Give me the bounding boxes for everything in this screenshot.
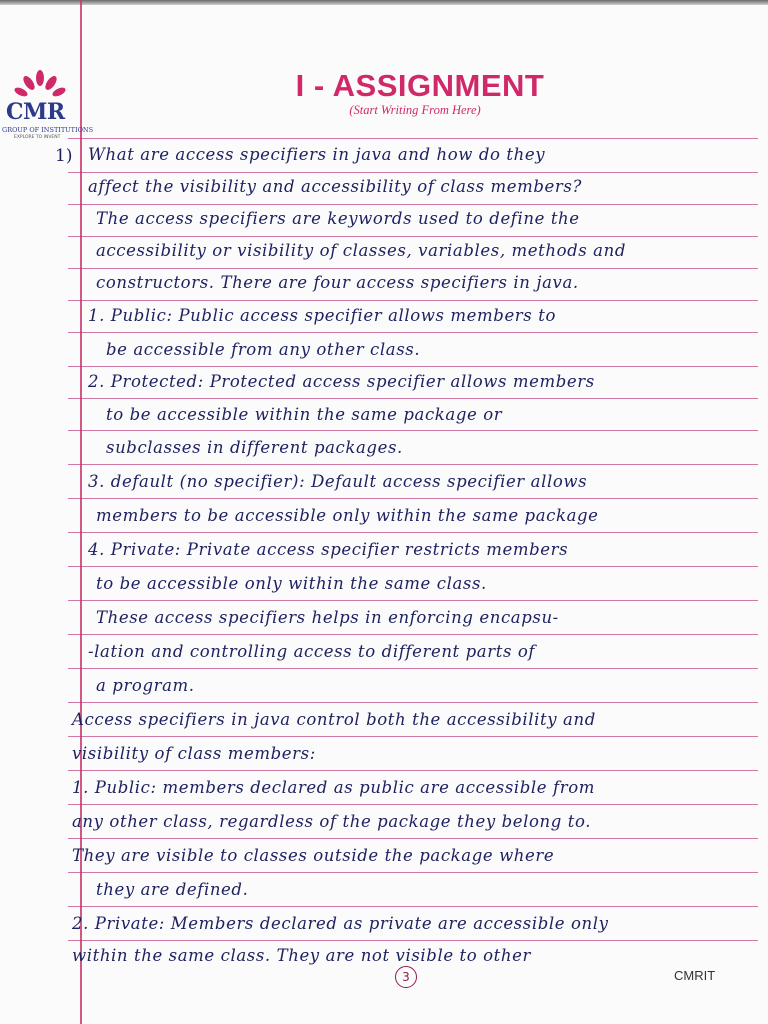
handwritten-line: 3. default (no specifier): Default access specifier allows [88,472,588,491]
ruled-line [68,138,758,139]
handwritten-line: -lation and controlling access to different parts of [88,642,536,661]
ruled-line [68,668,758,669]
handwritten-line: to be accessible only within the same class. [96,574,487,593]
ruled-line [68,736,758,737]
ruled-line [68,532,758,533]
question-number: 1) [55,146,73,166]
handwritten-line: 2. Private: Members declared as private are accessible only [72,914,609,933]
ruled-line [68,600,758,601]
ruled-line [68,940,758,941]
ruled-line [68,430,758,431]
handwritten-line: to be accessible within the same package or [106,405,503,424]
handwritten-line: They are visible to classes outside the package where [72,846,555,865]
logo-text: CMR [6,99,65,125]
handwritten-line: affect the visibility and accessibility of class members? [88,177,582,196]
handwritten-line: they are defined. [96,880,249,899]
ruled-line [68,398,758,399]
handwritten-line: within the same class. They are not visible to other [72,946,531,965]
margin-line [80,0,82,1024]
handwritten-line: any other class, regardless of the package they belong to. [72,812,592,831]
handwritten-line: be accessible from any other class. [106,340,421,359]
ruled-line [68,498,758,499]
handwritten-line: These access specifiers helps in enforcing encapsu- [96,608,559,627]
page-subtitle: (Start Writing From Here) [349,103,481,117]
handwritten-line: What are access specifiers in java and how do they [88,145,546,164]
handwritten-line: 1. Public: members declared as public are accessible from [72,778,595,797]
handwritten-line: accessibility or visibility of classes, variables, methods and [96,241,627,260]
handwritten-line: subclasses in different packages. [106,438,403,457]
ruled-line [68,566,758,567]
handwritten-line: constructors. There are four access specifiers in java. [96,273,579,292]
ruled-line [68,366,758,367]
handwritten-line: visibility of class members: [72,744,316,763]
ruled-line [68,204,758,205]
page-top-edge [0,0,768,5]
ruled-line [68,702,758,703]
handwritten-line: 4. Private: Private access specifier restricts members [88,540,569,559]
ruled-line [68,872,758,873]
footer-institution: CMRIT [674,968,716,983]
logo-tagline: EXPLORE TO INVENT [14,135,61,140]
ruled-line [68,332,758,333]
ruled-line [68,172,758,173]
ruled-line [68,906,758,907]
ruled-line [68,464,758,465]
ruled-line [68,634,758,635]
ruled-line [68,236,758,237]
ruled-line [68,300,758,301]
logo-subtext: GROUP OF INSTITUTIONS [2,126,94,134]
ruled-line [68,838,758,839]
page-number: 3 [395,966,417,988]
handwritten-line: members to be accessible only within the same package [96,506,599,525]
handwritten-line: Access specifiers in java control both the accessibility and [72,710,596,729]
ruled-line [68,268,758,269]
page-title: I - ASSIGNMENT [295,68,545,103]
handwritten-line: 1. Public: Public access specifier allows members to [88,306,556,325]
handwritten-line: The access specifiers are keywords used to define the [96,209,580,228]
handwritten-line: a program. [96,676,195,695]
ruled-line [68,804,758,805]
handwritten-line: 2. Protected: Protected access specifier allows members [88,372,595,391]
ruled-line [68,770,758,771]
